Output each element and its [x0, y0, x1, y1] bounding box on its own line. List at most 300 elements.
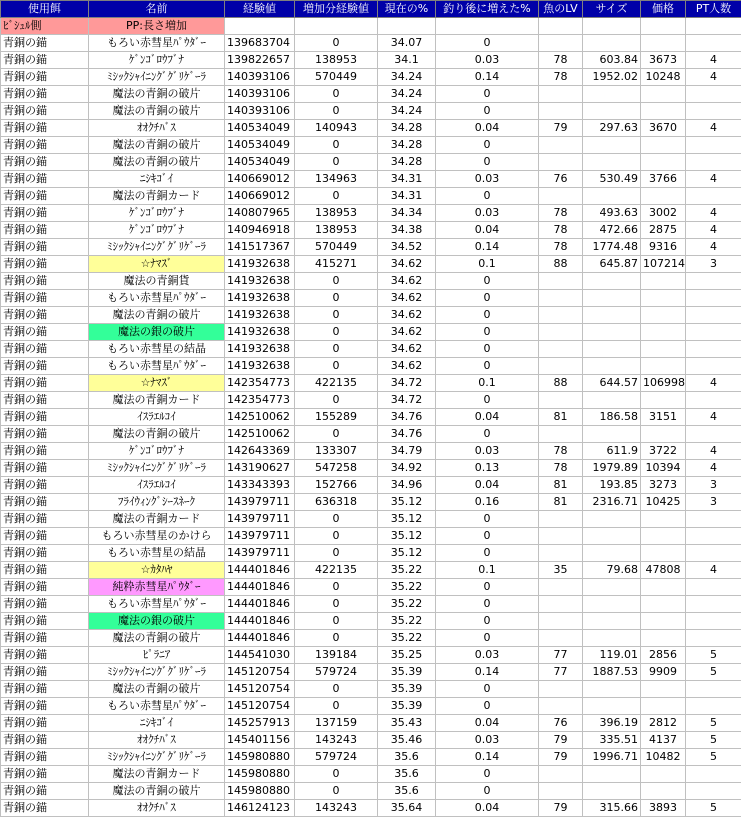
cell-name[interactable]: ｵｵｸﾁﾊﾞｽ — [89, 732, 225, 749]
cell-increase-pct[interactable]: 0 — [436, 273, 539, 290]
cell-current-pct[interactable]: 34.62 — [378, 290, 436, 307]
cell-party-size[interactable] — [686, 273, 741, 290]
cell-current-pct[interactable]: 34.76 — [378, 409, 436, 426]
cell-party-size[interactable] — [686, 545, 741, 562]
cell-fish-level[interactable] — [539, 630, 583, 647]
cell-party-size[interactable]: 4 — [686, 222, 741, 239]
cell-increase-pct[interactable]: 0.04 — [436, 477, 539, 494]
cell-gain[interactable]: 133307 — [295, 443, 378, 460]
cell-price[interactable]: 10248 — [641, 69, 686, 86]
cell-exp[interactable]: 143979711 — [225, 494, 295, 511]
cell-increase-pct[interactable]: 0.13 — [436, 460, 539, 477]
cell-increase-pct[interactable]: 0.03 — [436, 732, 539, 749]
cell-size[interactable]: 603.84 — [583, 52, 641, 69]
cell-size[interactable] — [583, 273, 641, 290]
cell-price[interactable] — [641, 766, 686, 783]
cell-exp[interactable]: 140669012 — [225, 171, 295, 188]
cell-size[interactable] — [583, 341, 641, 358]
cell-increase-pct[interactable]: 0 — [436, 426, 539, 443]
cell-bait[interactable]: 青銅の錨 — [1, 681, 89, 698]
cell-fish-level[interactable] — [539, 783, 583, 800]
cell-size[interactable]: 1887.53 — [583, 664, 641, 681]
cell-exp[interactable]: 140393106 — [225, 69, 295, 86]
cell-party-size[interactable]: 4 — [686, 409, 741, 426]
cell-exp[interactable]: 145980880 — [225, 783, 295, 800]
cell-gain[interactable]: 0 — [295, 35, 378, 52]
cell-party-size[interactable]: 4 — [686, 562, 741, 579]
cell-bait[interactable]: 青銅の錨 — [1, 375, 89, 392]
cell-price[interactable] — [641, 273, 686, 290]
cell-exp[interactable]: 145980880 — [225, 749, 295, 766]
cell-price[interactable] — [641, 324, 686, 341]
cell-gain[interactable]: 570449 — [295, 239, 378, 256]
cell-name[interactable]: ｹﾞﾝｺﾞﾛｳﾌﾞﾅ — [89, 222, 225, 239]
cell-increase-pct[interactable]: 0.1 — [436, 562, 539, 579]
cell-increase-pct[interactable]: 0.04 — [436, 222, 539, 239]
cell-current-pct[interactable]: 34.62 — [378, 324, 436, 341]
cell-fish-level[interactable] — [539, 307, 583, 324]
cell-size[interactable]: 79.68 — [583, 562, 641, 579]
cell-gain[interactable]: 0 — [295, 86, 378, 103]
cell-gain[interactable]: 134963 — [295, 171, 378, 188]
cell-increase-pct[interactable]: 0.04 — [436, 120, 539, 137]
header-bait[interactable]: 使用餌 — [1, 1, 89, 18]
cell-name[interactable]: ☆ｶﾀﾊﾔ — [89, 562, 225, 579]
cell-current-pct[interactable]: 35.43 — [378, 715, 436, 732]
cell-exp[interactable]: 145980880 — [225, 766, 295, 783]
cell-name[interactable]: もろい赤彗星ﾊﾟｳﾀﾞｰ — [89, 596, 225, 613]
cell-bait[interactable]: 青銅の錨 — [1, 664, 89, 681]
cell-bait[interactable]: 青銅の錨 — [1, 273, 89, 290]
cell-price[interactable] — [641, 290, 686, 307]
cell-price[interactable] — [641, 137, 686, 154]
cell-price[interactable] — [641, 392, 686, 409]
cell-exp[interactable]: 144401846 — [225, 562, 295, 579]
cell-fish-level[interactable]: 81 — [539, 477, 583, 494]
cell-current-pct[interactable]: 35.12 — [378, 528, 436, 545]
cell-name[interactable]: もろい赤彗星のかけら — [89, 528, 225, 545]
cell-size[interactable] — [583, 154, 641, 171]
cell-bait[interactable]: 青銅の錨 — [1, 630, 89, 647]
cell-bait[interactable]: 青銅の錨 — [1, 477, 89, 494]
cell-current-pct[interactable]: 34.62 — [378, 256, 436, 273]
cell-price[interactable]: 107214 — [641, 256, 686, 273]
cell-fish-level[interactable]: 81 — [539, 494, 583, 511]
cell-increase-pct[interactable]: 0 — [436, 188, 539, 205]
cell-current-pct[interactable]: 34.72 — [378, 375, 436, 392]
cell-current-pct[interactable]: 35.12 — [378, 511, 436, 528]
cell-current-pct[interactable] — [378, 18, 436, 35]
cell-current-pct[interactable]: 34.28 — [378, 120, 436, 137]
cell-name[interactable]: 魔法の青銅の破片 — [89, 681, 225, 698]
cell-price[interactable] — [641, 35, 686, 52]
cell-fish-level[interactable] — [539, 188, 583, 205]
cell-current-pct[interactable]: 35.22 — [378, 562, 436, 579]
cell-name[interactable]: ﾐｼｯｸｼｬｲﾆﾝｸﾞｸﾞﾘｹﾞｰﾗ — [89, 749, 225, 766]
cell-size[interactable] — [583, 545, 641, 562]
cell-party-size[interactable] — [686, 613, 741, 630]
cell-exp[interactable]: 144401846 — [225, 596, 295, 613]
cell-fish-level[interactable] — [539, 137, 583, 154]
cell-name[interactable]: 魔法の青銅貨 — [89, 273, 225, 290]
cell-current-pct[interactable]: 35.6 — [378, 783, 436, 800]
cell-bait[interactable]: 青銅の錨 — [1, 103, 89, 120]
cell-price[interactable] — [641, 528, 686, 545]
cell-size[interactable] — [583, 35, 641, 52]
cell-current-pct[interactable]: 34.96 — [378, 477, 436, 494]
cell-name[interactable]: 魔法の青銅の破片 — [89, 307, 225, 324]
cell-price[interactable] — [641, 613, 686, 630]
cell-increase-pct[interactable]: 0.03 — [436, 647, 539, 664]
cell-name[interactable]: ﾌﾗｲｳｨﾝｸﾞｼｰｽﾈｰｸ — [89, 494, 225, 511]
cell-party-size[interactable] — [686, 358, 741, 375]
cell-gain[interactable]: 415271 — [295, 256, 378, 273]
cell-current-pct[interactable]: 35.25 — [378, 647, 436, 664]
cell-size[interactable] — [583, 392, 641, 409]
cell-price[interactable]: 2856 — [641, 647, 686, 664]
cell-price[interactable]: 2875 — [641, 222, 686, 239]
cell-fish-level[interactable]: 79 — [539, 749, 583, 766]
cell-size[interactable] — [583, 324, 641, 341]
cell-party-size[interactable]: 4 — [686, 52, 741, 69]
cell-current-pct[interactable]: 34.24 — [378, 86, 436, 103]
cell-exp[interactable]: 143979711 — [225, 511, 295, 528]
cell-bait[interactable]: 青銅の錨 — [1, 52, 89, 69]
cell-name[interactable]: 魔法の青銅の破片 — [89, 783, 225, 800]
cell-bait[interactable]: 青銅の錨 — [1, 562, 89, 579]
cell-price[interactable]: 10394 — [641, 460, 686, 477]
cell-bait[interactable]: 青銅の錨 — [1, 749, 89, 766]
cell-price[interactable] — [641, 18, 686, 35]
cell-increase-pct[interactable]: 0 — [436, 766, 539, 783]
cell-price[interactable]: 47808 — [641, 562, 686, 579]
cell-current-pct[interactable]: 34.24 — [378, 69, 436, 86]
cell-party-size[interactable]: 4 — [686, 205, 741, 222]
cell-name[interactable]: 魔法の青銅の破片 — [89, 630, 225, 647]
cell-size[interactable] — [583, 86, 641, 103]
cell-name[interactable]: ﾐｼｯｸｼｬｲﾆﾝｸﾞｸﾞﾘｹﾞｰﾗ — [89, 664, 225, 681]
cell-gain[interactable]: 0 — [295, 698, 378, 715]
cell-increase-pct[interactable]: 0.03 — [436, 171, 539, 188]
cell-price[interactable] — [641, 188, 686, 205]
cell-exp[interactable]: 141517367 — [225, 239, 295, 256]
cell-party-size[interactable]: 4 — [686, 460, 741, 477]
cell-price[interactable] — [641, 681, 686, 698]
cell-name[interactable]: もろい赤彗星ﾊﾟｳﾀﾞｰ — [89, 358, 225, 375]
cell-current-pct[interactable]: 34.28 — [378, 137, 436, 154]
cell-price[interactable] — [641, 103, 686, 120]
cell-size[interactable]: 493.63 — [583, 205, 641, 222]
cell-party-size[interactable]: 5 — [686, 800, 741, 817]
cell-gain[interactable]: 0 — [295, 341, 378, 358]
cell-exp[interactable]: 144401846 — [225, 579, 295, 596]
cell-fish-level[interactable]: 77 — [539, 664, 583, 681]
cell-bait[interactable]: 青銅の錨 — [1, 222, 89, 239]
cell-bait[interactable]: 青銅の錨 — [1, 35, 89, 52]
cell-size[interactable] — [583, 290, 641, 307]
cell-fish-level[interactable]: 76 — [539, 171, 583, 188]
cell-exp[interactable]: 145120754 — [225, 664, 295, 681]
cell-fish-level[interactable] — [539, 341, 583, 358]
cell-increase-pct[interactable]: 0 — [436, 528, 539, 545]
cell-fish-level[interactable] — [539, 103, 583, 120]
cell-price[interactable]: 9909 — [641, 664, 686, 681]
cell-name[interactable]: 魔法の銀の破片 — [89, 324, 225, 341]
cell-increase-pct[interactable]: 0 — [436, 613, 539, 630]
cell-current-pct[interactable]: 34.92 — [378, 460, 436, 477]
cell-current-pct[interactable]: 35.12 — [378, 545, 436, 562]
cell-gain[interactable]: 0 — [295, 528, 378, 545]
cell-bait[interactable]: 青銅の錨 — [1, 800, 89, 817]
cell-size[interactable] — [583, 137, 641, 154]
cell-exp[interactable]: 144401846 — [225, 630, 295, 647]
cell-fish-level[interactable]: 35 — [539, 562, 583, 579]
cell-increase-pct[interactable]: 0 — [436, 137, 539, 154]
cell-increase-pct[interactable]: 0 — [436, 103, 539, 120]
cell-exp[interactable]: 142510062 — [225, 426, 295, 443]
cell-increase-pct[interactable]: 0 — [436, 698, 539, 715]
cell-bait[interactable]: 青銅の錨 — [1, 715, 89, 732]
header-size[interactable]: サイズ — [583, 1, 641, 18]
cell-current-pct[interactable]: 35.22 — [378, 596, 436, 613]
cell-fish-level[interactable] — [539, 426, 583, 443]
cell-party-size[interactable]: 4 — [686, 120, 741, 137]
cell-fish-level[interactable] — [539, 545, 583, 562]
cell-increase-pct[interactable]: 0 — [436, 783, 539, 800]
cell-current-pct[interactable]: 35.6 — [378, 766, 436, 783]
cell-current-pct[interactable]: 34.24 — [378, 103, 436, 120]
cell-party-size[interactable] — [686, 528, 741, 545]
cell-fish-level[interactable]: 79 — [539, 800, 583, 817]
cell-party-size[interactable]: 5 — [686, 732, 741, 749]
cell-exp[interactable]: 140534049 — [225, 137, 295, 154]
cell-exp[interactable]: 140534049 — [225, 120, 295, 137]
cell-increase-pct[interactable]: 0.04 — [436, 409, 539, 426]
cell-exp[interactable]: 142354773 — [225, 392, 295, 409]
cell-size[interactable] — [583, 103, 641, 120]
cell-bait[interactable]: ﾋﾞｼｭﾙ側 — [1, 18, 89, 35]
cell-size[interactable] — [583, 307, 641, 324]
cell-current-pct[interactable]: 35.12 — [378, 494, 436, 511]
cell-price[interactable]: 9316 — [641, 239, 686, 256]
cell-price[interactable]: 3766 — [641, 171, 686, 188]
cell-current-pct[interactable]: 35.39 — [378, 664, 436, 681]
cell-exp[interactable]: 145401156 — [225, 732, 295, 749]
cell-gain[interactable]: 0 — [295, 273, 378, 290]
cell-size[interactable]: 1979.89 — [583, 460, 641, 477]
cell-bait[interactable]: 青銅の錨 — [1, 256, 89, 273]
cell-increase-pct[interactable]: 0 — [436, 324, 539, 341]
cell-exp[interactable]: 139683704 — [225, 35, 295, 52]
cell-gain[interactable]: 138953 — [295, 52, 378, 69]
cell-bait[interactable]: 青銅の錨 — [1, 358, 89, 375]
cell-party-size[interactable] — [686, 596, 741, 613]
cell-name[interactable]: PP:長さ増加 — [89, 18, 225, 35]
cell-fish-level[interactable]: 78 — [539, 52, 583, 69]
cell-current-pct[interactable]: 35.39 — [378, 698, 436, 715]
cell-party-size[interactable]: 4 — [686, 69, 741, 86]
cell-exp[interactable]: 140946918 — [225, 222, 295, 239]
cell-exp[interactable]: 140669012 — [225, 188, 295, 205]
cell-bait[interactable]: 青銅の錨 — [1, 154, 89, 171]
cell-fish-level[interactable]: 78 — [539, 222, 583, 239]
cell-name[interactable]: ｵｵｸﾁﾊﾞｽ — [89, 120, 225, 137]
cell-party-size[interactable] — [686, 681, 741, 698]
header-party-size[interactable]: PT人数 — [686, 1, 741, 18]
cell-price[interactable] — [641, 545, 686, 562]
cell-price[interactable] — [641, 86, 686, 103]
cell-exp[interactable]: 141932638 — [225, 358, 295, 375]
cell-size[interactable]: 472.66 — [583, 222, 641, 239]
cell-bait[interactable]: 青銅の錨 — [1, 307, 89, 324]
cell-exp[interactable]: 145120754 — [225, 681, 295, 698]
cell-current-pct[interactable]: 34.62 — [378, 358, 436, 375]
cell-bait[interactable]: 青銅の錨 — [1, 579, 89, 596]
cell-increase-pct[interactable]: 0.03 — [436, 52, 539, 69]
cell-bait[interactable]: 青銅の錨 — [1, 324, 89, 341]
cell-exp[interactable]: 144541030 — [225, 647, 295, 664]
cell-exp[interactable]: 145257913 — [225, 715, 295, 732]
cell-fish-level[interactable]: 79 — [539, 120, 583, 137]
cell-party-size[interactable] — [686, 103, 741, 120]
cell-size[interactable] — [583, 596, 641, 613]
cell-current-pct[interactable]: 34.31 — [378, 171, 436, 188]
cell-fish-level[interactable] — [539, 528, 583, 545]
cell-price[interactable] — [641, 426, 686, 443]
cell-party-size[interactable] — [686, 341, 741, 358]
cell-exp[interactable]: 143979711 — [225, 528, 295, 545]
cell-increase-pct[interactable]: 0.03 — [436, 205, 539, 222]
cell-current-pct[interactable]: 35.46 — [378, 732, 436, 749]
cell-current-pct[interactable]: 35.22 — [378, 613, 436, 630]
cell-fish-level[interactable] — [539, 358, 583, 375]
header-increase-pct[interactable]: 釣り後に増えた% — [436, 1, 539, 18]
cell-fish-level[interactable] — [539, 681, 583, 698]
cell-gain[interactable]: 137159 — [295, 715, 378, 732]
cell-price[interactable]: 3722 — [641, 443, 686, 460]
cell-size[interactable]: 1952.02 — [583, 69, 641, 86]
cell-current-pct[interactable]: 34.1 — [378, 52, 436, 69]
cell-increase-pct[interactable]: 0.16 — [436, 494, 539, 511]
cell-current-pct[interactable]: 34.79 — [378, 443, 436, 460]
cell-name[interactable]: 魔法の青銅の破片 — [89, 154, 225, 171]
cell-price[interactable]: 3273 — [641, 477, 686, 494]
cell-name[interactable]: 魔法の青銅カード — [89, 511, 225, 528]
cell-size[interactable]: 186.58 — [583, 409, 641, 426]
cell-party-size[interactable] — [686, 698, 741, 715]
cell-name[interactable]: ☆ﾅﾏｽﾞ — [89, 375, 225, 392]
cell-increase-pct[interactable]: 0 — [436, 154, 539, 171]
cell-current-pct[interactable]: 34.52 — [378, 239, 436, 256]
cell-price[interactable] — [641, 341, 686, 358]
cell-party-size[interactable]: 5 — [686, 647, 741, 664]
cell-price[interactable]: 3151 — [641, 409, 686, 426]
cell-exp[interactable]: 140393106 — [225, 103, 295, 120]
cell-gain[interactable]: 155289 — [295, 409, 378, 426]
cell-gain[interactable]: 0 — [295, 324, 378, 341]
cell-gain[interactable]: 0 — [295, 545, 378, 562]
cell-name[interactable]: ｹﾞﾝｺﾞﾛｳﾌﾞﾅ — [89, 443, 225, 460]
cell-fish-level[interactable] — [539, 324, 583, 341]
cell-size[interactable]: 315.66 — [583, 800, 641, 817]
cell-current-pct[interactable]: 34.31 — [378, 188, 436, 205]
header-gain[interactable]: 増加分経験値 — [295, 1, 378, 18]
cell-gain[interactable]: 0 — [295, 630, 378, 647]
cell-price[interactable]: 4137 — [641, 732, 686, 749]
cell-size[interactable]: 611.9 — [583, 443, 641, 460]
cell-gain[interactable]: 422135 — [295, 562, 378, 579]
cell-party-size[interactable] — [686, 18, 741, 35]
cell-fish-level[interactable]: 88 — [539, 256, 583, 273]
cell-party-size[interactable] — [686, 324, 741, 341]
cell-party-size[interactable]: 3 — [686, 256, 741, 273]
cell-increase-pct[interactable]: 0 — [436, 392, 539, 409]
cell-fish-level[interactable]: 78 — [539, 443, 583, 460]
cell-bait[interactable]: 青銅の錨 — [1, 290, 89, 307]
cell-fish-level[interactable]: 79 — [539, 732, 583, 749]
cell-size[interactable] — [583, 511, 641, 528]
cell-bait[interactable]: 青銅の錨 — [1, 443, 89, 460]
cell-price[interactable]: 106998 — [641, 375, 686, 392]
cell-size[interactable]: 297.63 — [583, 120, 641, 137]
cell-party-size[interactable] — [686, 35, 741, 52]
cell-bait[interactable]: 青銅の錨 — [1, 137, 89, 154]
cell-exp[interactable]: 141932638 — [225, 324, 295, 341]
cell-exp[interactable]: 139822657 — [225, 52, 295, 69]
cell-size[interactable] — [583, 613, 641, 630]
cell-bait[interactable]: 青銅の錨 — [1, 341, 89, 358]
cell-gain[interactable]: 0 — [295, 154, 378, 171]
cell-bait[interactable]: 青銅の錨 — [1, 409, 89, 426]
cell-gain[interactable]: 0 — [295, 307, 378, 324]
cell-fish-level[interactable] — [539, 290, 583, 307]
cell-size[interactable] — [583, 698, 641, 715]
cell-name[interactable]: 魔法の青銅カード — [89, 188, 225, 205]
cell-increase-pct[interactable]: 0 — [436, 341, 539, 358]
cell-name[interactable]: ﾆｼｷｺﾞｲ — [89, 715, 225, 732]
cell-name[interactable]: 魔法の青銅カード — [89, 392, 225, 409]
cell-gain[interactable]: 0 — [295, 103, 378, 120]
cell-increase-pct[interactable]: 0 — [436, 596, 539, 613]
cell-price[interactable] — [641, 511, 686, 528]
cell-current-pct[interactable]: 34.62 — [378, 341, 436, 358]
cell-size[interactable] — [583, 630, 641, 647]
cell-current-pct[interactable]: 35.64 — [378, 800, 436, 817]
cell-increase-pct[interactable]: 0.14 — [436, 664, 539, 681]
cell-party-size[interactable]: 4 — [686, 171, 741, 188]
cell-fish-level[interactable] — [539, 154, 583, 171]
cell-party-size[interactable] — [686, 426, 741, 443]
cell-party-size[interactable] — [686, 392, 741, 409]
cell-bait[interactable]: 青銅の錨 — [1, 171, 89, 188]
cell-gain[interactable]: 152766 — [295, 477, 378, 494]
cell-size[interactable] — [583, 18, 641, 35]
cell-current-pct[interactable]: 34.76 — [378, 426, 436, 443]
cell-size[interactable]: 335.51 — [583, 732, 641, 749]
cell-name[interactable]: ﾐｼｯｸｼｬｲﾆﾝｸﾞｸﾞﾘｹﾞｰﾗ — [89, 239, 225, 256]
cell-name[interactable]: 魔法の青銅の破片 — [89, 137, 225, 154]
cell-name[interactable]: 魔法の青銅の破片 — [89, 103, 225, 120]
cell-bait[interactable]: 青銅の錨 — [1, 783, 89, 800]
cell-size[interactable]: 119.01 — [583, 647, 641, 664]
cell-name[interactable]: ｲｽﾗｴﾙｺｲ — [89, 409, 225, 426]
cell-party-size[interactable] — [686, 783, 741, 800]
cell-exp[interactable]: 140393106 — [225, 86, 295, 103]
cell-bait[interactable]: 青銅の錨 — [1, 732, 89, 749]
cell-size[interactable] — [583, 358, 641, 375]
cell-increase-pct[interactable]: 0.14 — [436, 69, 539, 86]
cell-current-pct[interactable]: 34.62 — [378, 307, 436, 324]
